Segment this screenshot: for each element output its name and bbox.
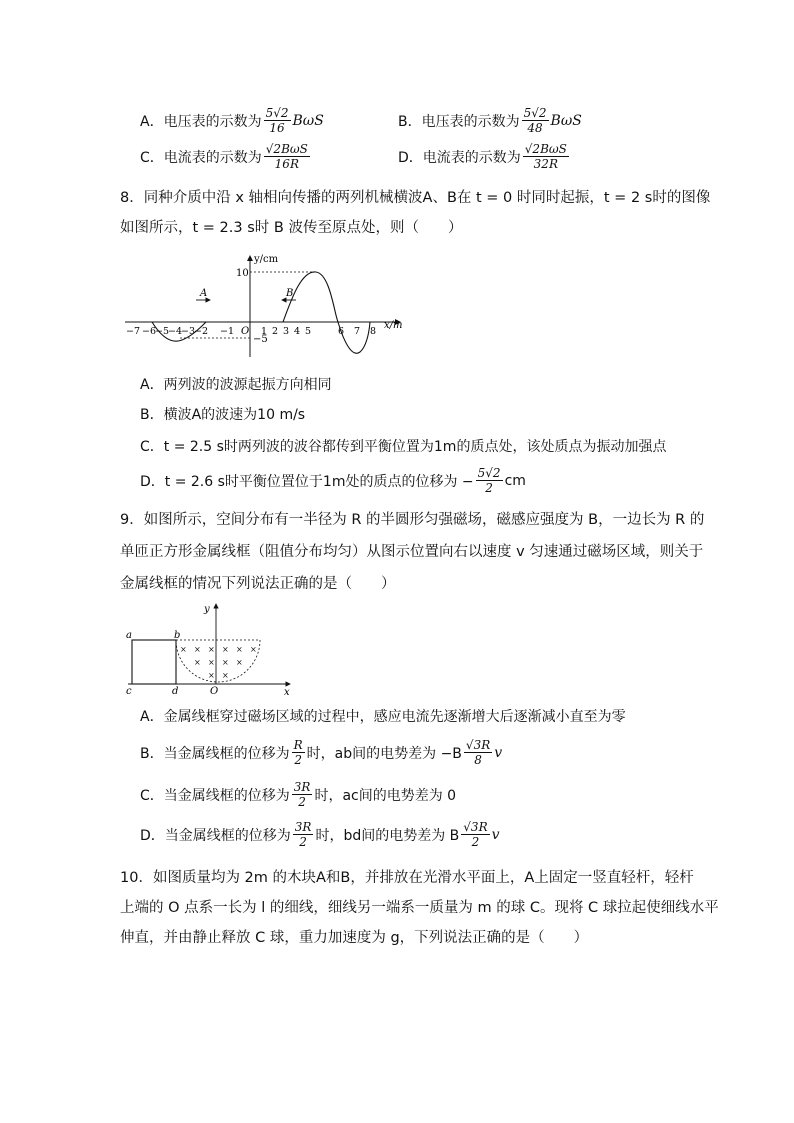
wave-b-label: B (286, 288, 294, 299)
x-tick: −5 (155, 326, 170, 337)
q8-stem-line2: 如图所示，t = 2.3 s时 B 波传至原点处，则（ ） (120, 220, 463, 236)
option-text: 电压表的示数为 (163, 113, 262, 130)
option-text: 电压表的示数为 (421, 113, 520, 130)
x-tick: −4 (168, 326, 183, 337)
q9-stem-line3: 金属线框的情况下列说法正确的是（ ） (120, 576, 396, 592)
q9-option-a: A．金属线框穿过磁场区域的过程中，感应电流先逐渐增大后逐渐减小直至为零 (140, 709, 626, 725)
field-crosses (180, 645, 257, 680)
field-cross: × (236, 645, 243, 654)
fraction-num: 5√2 (265, 106, 289, 120)
origin-label: O (241, 326, 250, 337)
fraction-num: 5√2 (477, 466, 501, 480)
q10-stem-line1: 10．如图质量均为 2m 的木块A和B，并排放在光滑水平面上，A上固定一竖直轻杆，轻杆 (120, 870, 694, 886)
q8-option-c: C．t = 2.5 s时两列波的波谷都传到平衡位置为1m的质点处，该处质点为振动加强点 (140, 439, 667, 455)
field-cross: × (194, 658, 201, 667)
corner-a: a (126, 630, 132, 641)
fraction-den: 2 (294, 753, 302, 767)
fraction (522, 106, 549, 135)
q8-option-b: B．横波A的波速为10 m/s (140, 407, 306, 423)
q10-stem-line2: 上端的 O 点系一长为 l 的细线，细线另一端系一质量为 m 的球 C。现将 C 球拉起使细线水平 (120, 900, 719, 916)
q8-option-d (140, 466, 526, 495)
x-axis-label: x/m (384, 320, 403, 331)
corner-c: c (126, 686, 132, 697)
corner-d: d (172, 686, 179, 697)
option-text: 电流表的示数为 (422, 149, 521, 166)
field-cross: × (250, 645, 257, 654)
option-label: B． (398, 113, 422, 130)
magnetic-field-figure (120, 598, 300, 698)
x-tick: 8 (370, 326, 377, 337)
x-tick: −2 (194, 326, 209, 337)
fraction (476, 466, 503, 495)
q9-option-d (140, 820, 500, 849)
field-cross: × (222, 658, 229, 667)
x-tick: 6 (338, 326, 345, 337)
fraction (293, 820, 314, 849)
x-tick: 1 (261, 326, 268, 337)
q9-option-b (140, 738, 502, 767)
q10-stem-line3: 伸直，并由静止释放 C 球，重力加速度为 g，下列说法正确的是（ ） (120, 930, 589, 946)
fraction-num: 5√2 (523, 106, 547, 120)
fraction-den: 2 (298, 795, 306, 809)
fraction-num: √3R (463, 820, 488, 834)
fraction-den: 16 (269, 121, 285, 135)
fraction (523, 142, 569, 171)
option-text: D．当金属线框的位移为 (140, 827, 291, 844)
option-label: C． (140, 149, 164, 166)
wave-b-curve (283, 272, 370, 353)
option-label: D． (398, 149, 423, 166)
expr-tail: BωS (292, 112, 324, 129)
q9-stem-line2: 单匝正方形金属线框（阻值分布均匀）从图示位置向右以速度 v 匀速通过磁场区域，则关于 (120, 544, 704, 560)
expr-tail: v (491, 826, 500, 843)
x-tick: 7 (354, 326, 361, 337)
field-cross: × (222, 671, 229, 680)
option-text: 时，ab间的电势差为 −B (306, 745, 462, 762)
x-tick: 4 (294, 326, 301, 337)
y-axis-label: y (204, 604, 210, 615)
fraction (264, 106, 291, 135)
x-tick: −6 (142, 326, 157, 337)
y-axis-label: y/cm (254, 254, 279, 265)
fraction (264, 142, 310, 171)
x-tick: 3 (283, 326, 290, 337)
option-text: 电流表的示数为 (163, 149, 262, 166)
wave-graph (120, 252, 410, 362)
fraction-den: 8 (474, 753, 482, 767)
field-cross: × (208, 671, 215, 680)
wave-a-label: A (200, 288, 208, 299)
field-cross: × (236, 658, 243, 667)
fraction (292, 738, 305, 767)
x-axis-label: x (284, 687, 290, 698)
x-tick: 2 (272, 326, 279, 337)
fraction (292, 780, 313, 809)
q9-stem-line1: 9．如图所示，空间分布有一半径为 R 的半圆形匀强磁场，磁感应强度为 B，一边长为 R 的 (120, 512, 705, 528)
x-tick: 5 (305, 326, 312, 337)
fraction-den: 2 (299, 835, 307, 849)
x-tick: −7 (126, 326, 141, 337)
fraction-den: 2 (485, 481, 493, 495)
option-label: A． (140, 113, 164, 130)
fraction (461, 820, 489, 849)
q7-option-b (398, 106, 582, 135)
q8-option-a: A．两列波的波源起振方向相同 (140, 377, 332, 393)
option-text: 时，ac间的电势差为 0 (314, 787, 457, 804)
corner-b: b (174, 630, 181, 641)
y-tick-10: 10 (236, 268, 249, 279)
q9-option-c (140, 780, 456, 809)
option-text: B．当金属线框的位移为 (140, 745, 290, 762)
square-frame (132, 640, 176, 684)
fraction-den: 2 (471, 835, 480, 849)
field-cross: × (208, 658, 215, 667)
field-cross: × (208, 645, 215, 654)
option-text: 时，bd间的电势差为 B (315, 827, 460, 844)
expr-tail: BωS (550, 112, 582, 129)
field-cross: × (180, 645, 187, 654)
fraction-num: √2BωS (524, 142, 567, 156)
fraction-num: R (293, 738, 303, 752)
fraction-den: 16R (274, 157, 299, 171)
expr-tail: v (494, 744, 503, 761)
x-tick: −3 (181, 326, 196, 337)
option-text: C．当金属线框的位移为 (140, 787, 290, 804)
fraction-num: 3R (293, 780, 311, 794)
fraction-num: 3R (294, 820, 312, 834)
q7-option-c (140, 142, 312, 171)
fraction-den: 48 (527, 121, 543, 135)
origin-label: O (210, 686, 219, 697)
q7-option-d (398, 142, 571, 171)
field-cross: × (194, 645, 201, 654)
fraction (464, 738, 492, 767)
unit: cm (504, 472, 526, 489)
fraction-num: √3R (465, 738, 491, 752)
fraction-num: √2BωS (265, 142, 308, 156)
q8-stem-line1: 8．同种介质中沿 x 轴相向传播的两列机械横波A、B在 t = 0 时同时起振，t = 2 s时的图像 (120, 190, 711, 206)
q7-option-a (140, 106, 324, 135)
fraction-den: 32R (533, 157, 558, 171)
y-tick-minus5: −5 (253, 334, 268, 345)
x-tick: −1 (220, 326, 235, 337)
option-text: D．t = 2.6 s时平衡位置位于1m处的质点的位移为 − (140, 473, 474, 490)
field-cross: × (222, 645, 229, 654)
magnetic-field-region (176, 640, 260, 682)
